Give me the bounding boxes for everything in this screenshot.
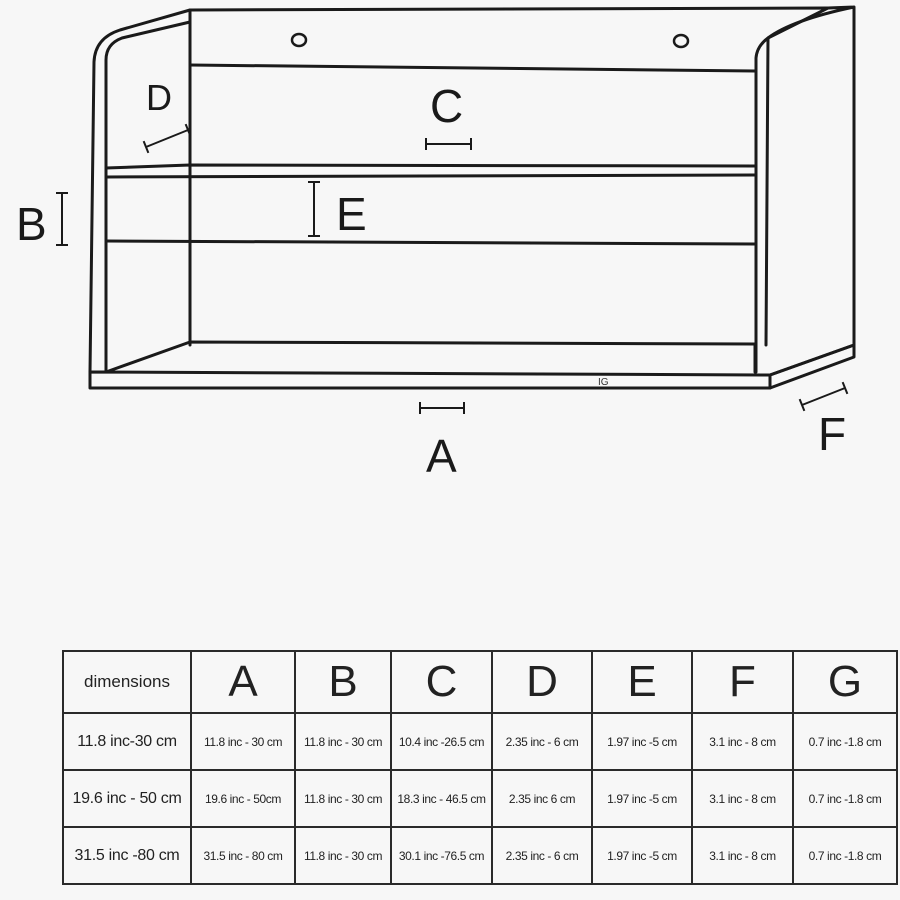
- table-cell: 31.5 inc - 80 cm: [191, 827, 295, 884]
- table-cell: 1.97 inc -5 cm: [592, 827, 692, 884]
- table-cell: 19.6 inc - 50cm: [191, 770, 295, 827]
- marker-e: [309, 182, 319, 236]
- marker-f: [800, 383, 847, 410]
- label-b: B: [16, 198, 47, 250]
- table-cell: 3.1 inc - 8 cm: [692, 713, 793, 770]
- table-cell: 11.8 inc - 30 cm: [295, 770, 391, 827]
- column-header: G: [793, 651, 897, 713]
- table-row: [63, 827, 897, 884]
- marker-b: [57, 193, 67, 245]
- label-e: E: [336, 188, 367, 240]
- column-header: C: [391, 651, 492, 713]
- bottom-shelf: [90, 342, 854, 388]
- table-cell: 30.1 inc -76.5 cm: [391, 827, 492, 884]
- mounting-hole-left: [292, 34, 306, 46]
- table-corner-label: dimensions: [63, 651, 191, 713]
- label-g: IG: [598, 377, 609, 388]
- mounting-hole-right: [674, 35, 688, 47]
- marker-c: [426, 139, 471, 149]
- table-cell: 2.35 inc 6 cm: [492, 770, 592, 827]
- label-a: A: [426, 430, 457, 482]
- shelf-drawing: [90, 7, 854, 388]
- dimension-markers: [57, 125, 847, 413]
- marker-d: [144, 125, 190, 152]
- table-cell: 0.7 inc -1.8 cm: [793, 827, 897, 884]
- table-row: [63, 713, 897, 770]
- table-cell: 2.35 inc - 6 cm: [492, 827, 592, 884]
- table-cell: 2.35 inc - 6 cm: [492, 713, 592, 770]
- label-c: C: [430, 80, 464, 132]
- table-cell: 0.7 inc -1.8 cm: [793, 713, 897, 770]
- middle-rail: [106, 165, 755, 244]
- label-d: D: [146, 77, 172, 118]
- column-header: D: [492, 651, 592, 713]
- left-side-panel: [90, 10, 190, 372]
- table-cell: 1.97 inc -5 cm: [592, 770, 692, 827]
- table-cell: 1.97 inc -5 cm: [592, 713, 692, 770]
- table-cell: 3.1 inc - 8 cm: [692, 770, 793, 827]
- row-size-label: 11.8 inc-30 cm: [63, 713, 191, 770]
- column-header: A: [191, 651, 295, 713]
- table-cell: 10.4 inc -26.5 cm: [391, 713, 492, 770]
- row-size-label: 19.6 inc - 50 cm: [63, 770, 191, 827]
- column-header: F: [692, 651, 793, 713]
- table-row: [63, 770, 897, 827]
- column-header: B: [295, 651, 391, 713]
- row-size-label: 31.5 inc -80 cm: [63, 827, 191, 884]
- table-cell: 0.7 inc -1.8 cm: [793, 770, 897, 827]
- dimension-labels: [16, 77, 846, 482]
- table-cell: 11.8 inc - 30 cm: [295, 713, 391, 770]
- upper-rail: [190, 65, 755, 71]
- dimensions-table: [62, 650, 898, 885]
- table-header-row: [63, 651, 897, 713]
- table-cell: 11.8 inc - 30 cm: [295, 827, 391, 884]
- right-side-panel: [756, 7, 854, 388]
- label-f: F: [818, 408, 847, 460]
- column-header: E: [592, 651, 692, 713]
- marker-a: [420, 403, 464, 413]
- table-cell: 11.8 inc - 30 cm: [191, 713, 295, 770]
- table-cell: 3.1 inc - 8 cm: [692, 827, 793, 884]
- table-cell: 18.3 inc - 46.5 cm: [391, 770, 492, 827]
